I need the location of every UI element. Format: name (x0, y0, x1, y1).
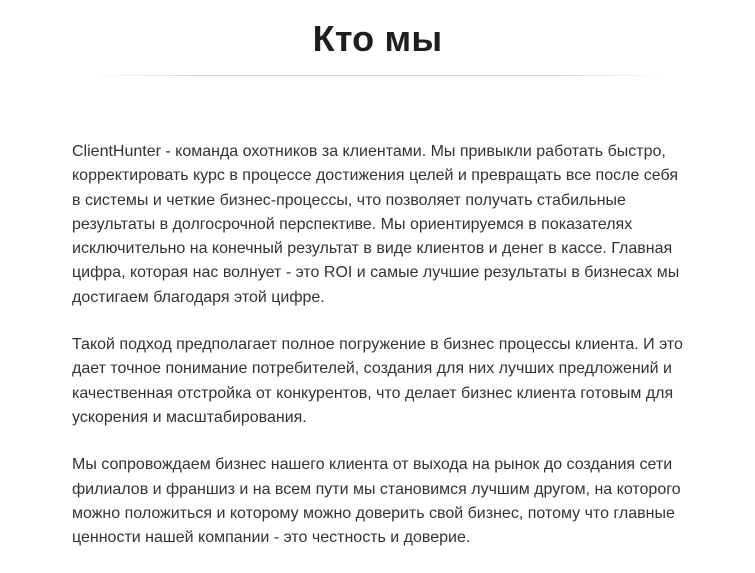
paragraph-approach: Такой подход предполагает полное погружение в бизнес процессы клиента. И это дает точное понимание потребителей, создания для них лучших предложений и качественная отстройка от конкурентов, что делает бизнес клиента готовым для ускорения и масштабирования. (72, 336, 683, 426)
paragraph-values: Мы сопровождаем бизнес нашего клиента от выхода на рынок до создания сети филиалов и франшиз и на всем пути мы становимся лучшим другом, на которого можно положиться и которому можно доверить свой бизнес, потому что главные ценности нашей компании - это честность и доверие. (72, 456, 681, 547)
page-title: Кто мы (312, 18, 443, 59)
paragraph-intro: ClientHunter - команда охотников за клиентами. Мы привыкли работать быстро, корректировать курс в процессе достижения целей и превращать все после себя в системы и четкие бизнес-процессы, что позволяет получать стабильные результаты в долгосрочной перспективе. Мы ориентируемся в показателях исключительно на конечный результат в виде клиентов и денег в кассе. Главная цифра, которая нас волнует - это ROI и самые лучшие результаты в бизнесах мы достигаем благодаря этой цифре. (72, 143, 680, 306)
title-divider (88, 75, 667, 76)
about-content (72, 140, 684, 573)
